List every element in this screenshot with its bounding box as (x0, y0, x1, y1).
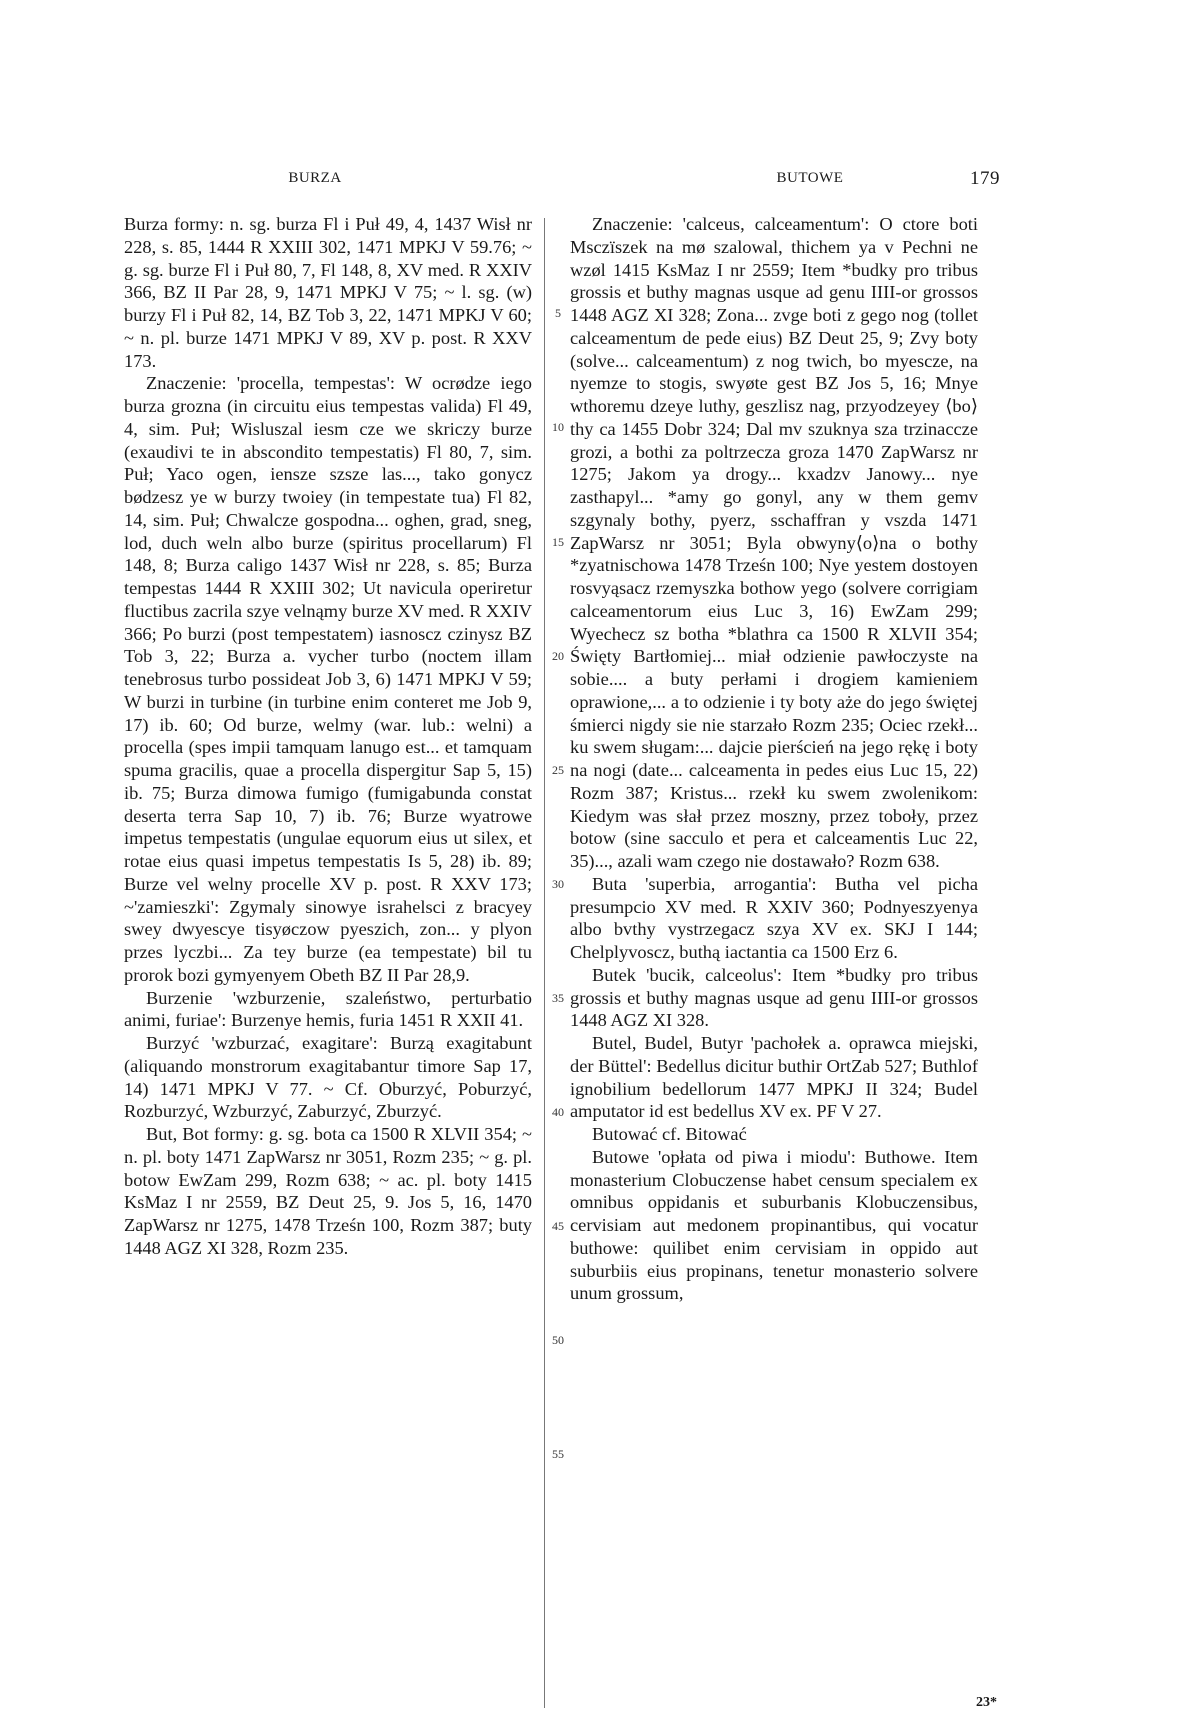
line-number: 30 (552, 877, 564, 891)
page-number: 179 (970, 168, 1000, 189)
line-number: 45 (552, 1219, 564, 1233)
entry-buta: Buta 'superbia, arrogantia': Butha vel picha presumpcio XV med. R XXIV 360; Podnyeszyenya albo bvthy vystrzegacz szya XV ex. SKJ I 144; Chelplyvoscz, buthą iactantia ca 1500 Erz 6. (570, 873, 978, 962)
line-number: 35 (552, 991, 564, 1005)
line-number: 40 (552, 1105, 564, 1119)
entry-burzenie: Burzenie 'wzburzenie, szaleństwo, perturbatio animi, furiae': Burzenye hemis, furia 1451 R XXII 41. (124, 987, 532, 1031)
signature-mark: 23* (976, 1695, 997, 1710)
line-number: 15 (552, 535, 564, 549)
line-number: 5 (555, 306, 561, 320)
running-head-right: BUTOWE (776, 170, 844, 186)
entry-butel: Butel, Budel, Butyr 'pachołek a. oprawca miejski, der Büttel': Bedellus dicitur buthir OrtZab 527; Buthlof ignobilium bedellorum 1477 MPKJ II 324; Budel amputator id est bedellus XV ex. PF V 27. (570, 1033, 978, 1122)
running-head-left: BURZA (288, 170, 342, 186)
line-number: 55 (552, 1447, 564, 1461)
left-column (124, 213, 532, 1260)
entry-butek: Butek 'bucik, calceolus': Item *budky pro tribus grossis et buthy magnas usque ad genu IIII-or grossos 1448 AGZ XI 328. (570, 964, 978, 1031)
entry-burza-formy: Burza formy: n. sg. burza Fl i Puł 49, 4, 1437 Wisł nr 228, s. 85, 1444 R XXIII 302, 1471 MPKJ V 59.76; ~ g. sg. burze Fl i Puł 80, 7, Fl 148, 8, XV med. R XXIV 366, BZ II Par 28, 9, 1471 MPKJ V 75; ~ l. sg. (w) burzy Fl i Puł 82, 14, BZ Tob 3, 22, 1471 MPKJ V 60; ~ n. pl. burze 1471 MPKJ V 89, XV p. post. R XXV 173. (124, 214, 532, 371)
line-number: 20 (552, 649, 564, 663)
entry-butowac: Butować cf. Bitować (592, 1124, 747, 1144)
entry-butowe: Butowe 'opłata od piwa i miodu': Buthowe. Item monasterium Clobuczense habet censum specialem ex omnibus oppidanis et suburbanis Klobuczensibus, cervisiam aut medonem propinantibus, qui vocatur buthowe: quilibet enim cervisiam in oppido aut suburbiis eius propinans, tenetur monasterio solvere unum grossum, (570, 1146, 978, 1304)
column-rule (544, 218, 545, 1708)
entry-burza-znaczenie: Znaczenie: 'procella, tempestas': W ocrødze iego burza grozna (in circuitu eius tempestas valida) Fl 49, 4, sim. Puł; Wisluszal iesm cze we skriczy burze (exaudivi te in abscondito tempestatis) Fl 80, 7, sim. Puł; Yaco ogen, iensze szsze las..., tako gonycz bødzesz ye w burzy twoiey (in tempestate tua) Fl 82, 14, sim. Puł; Chwalcze gospodna... oghen, grad, sneg, lod, duch weln albo burze (spiritus procellarum) Fl 148, 8; Burza caligo 1437 Wisł nr 228, s. 85; Burza tempestas 1444 R XXIII 302; Ut navicula operiretur fluctibus zacrila szye velnąmy burze XV med. R XXIV 366; Po burzi (post tempestatem) iasnoscz czinysz BZ Tob 3, 22; Burza a. vycher turbo (noctem illam tenebrosus turbo possideat Job 3, 6) 1471 MPKJ V 59; W burzi in turbine (in turbine enim conteret me Job 9, 17) ib. 60; Od burze, welmy (war. lub.: welni) a procella (spes impii tamquam lanugo est... et tamquam spuma gracilis, quae a procella dispergitur Sap 5, 15) ib. 75; Burza dimowa fumigo (fumigabunda constat deserta terra Sap 10, 7) ib. 76; Burze wyatrowe impetus tempestatis (ungulae equorum eius ut silex, et rotae eius quasi impetus tempestatis Is 5, 28) ib. 89; Burze vel welny procelle XV p. post. R XXV 173; ~'zamieszki': Zgymaly sinowye israhelsci z bracyey swey dwyescye tisyøczow pyeszich, zon... y plyon przes lyczbi... Za tey burze (ea tempestate) bil tu prorok bozi gymyenyem Obeth BZ II Par 28,9. (124, 373, 532, 985)
entry-burzyc: Burzyć 'wzburzać, exagitare': Burzą exagitabunt (aliquando monstrorum exagitabantur timore Sap 17, 14) 1471 MPKJ V 77. ~ Cf. Oburzyć, Poburzyć, Rozburzyć, Wzburzyć, Zaburzyć, Zburzyć. (124, 1033, 532, 1122)
line-number: 25 (552, 763, 564, 777)
line-number: 10 (552, 420, 564, 434)
right-column (570, 213, 978, 1305)
line-number: 50 (552, 1333, 564, 1347)
entry-but-znaczenie: Znaczenie: 'calceus, calceamentum': O ctore boti Msczïszek na mø szalowal, thichem ya v Pechni ne wzøl 1415 KsMaz I nr 2559; Item *budky pro tribus grossis et buthy magnas usque ad genu IIII-or grossos 1448 AGZ XI 328; Zona... zvge boti z gego nog (tollet calceamentum de pede eius) BZ Deut 25, 9; Zvy boty (solve... calceamentum) z nog twich, bo myescze, na nyemze to stogis, swyøte gest BZ Jos 5, 16; Mnye wthoremu dzeye luthy, geszlisz nag, przyodzeyey ⟨bo⟩thy ca 1455 Dobr 324; Dal mv szuknya sza trzinaccze grozi, a bothi za poltrzecza groza 1470 ZapWarsz nr 1275; Jakom ya drogy... kxadzv Janowy... nye zasthapyl... *amy go gonyl, any w them gemv szgynaly bothy, pyerz, sschaffran y vszda 1471 ZapWarsz nr 3051; Byla obwyny⟨o⟩na o bothy *zyatnischowa 1478 Trześn 100; Nye yestem dostoyen rosvyąsacz rzemyszka bothow yego (solvere corrigiam calceamentorum eius Luc 3, 16) EwZam 299; Wyechecz sz botha *blathra ca 1500 R XLVII 354; Święty Bartłomiej... miał odzienie pawłoczyste na sobie.... a buty perłami i drogiem kamieniem oprawione,... a to odzienie i ty boty aże do jego świętej śmierci nigdy sie nie starzało Rozm 235; Ociec rzekł... ku swem sługam:... dajcie pierścień na jego rękę i boty na nogi (date... calceamenta in pedes eius Luc 15, 22) Rozm 387; Kristus... rzekł ku swem zwolenikom: Kiedym was słał przez moszny, przez toboły, przez botow (sine sacculo et pera et calceamentis Luc 22, 35)..., azali wam czego nie dostawało? Rozm 638. (570, 214, 978, 871)
entry-but: But, Bot formy: g. sg. bota ca 1500 R XLVII 354; ~ n. pl. boty 1471 ZapWarsz nr 3051, Rozm 235; ~ g. pl. botow EwZam 299, Rozm 638; ~ ac. pl. boty 1415 KsMaz I nr 2559, BZ Deut 25, 9. Jos 5, 16, 1470 ZapWarsz nr 1275, 1478 Trześn 100, Rozm 387; buty 1448 AGZ XI 328, Rozm 235. (124, 1124, 532, 1258)
